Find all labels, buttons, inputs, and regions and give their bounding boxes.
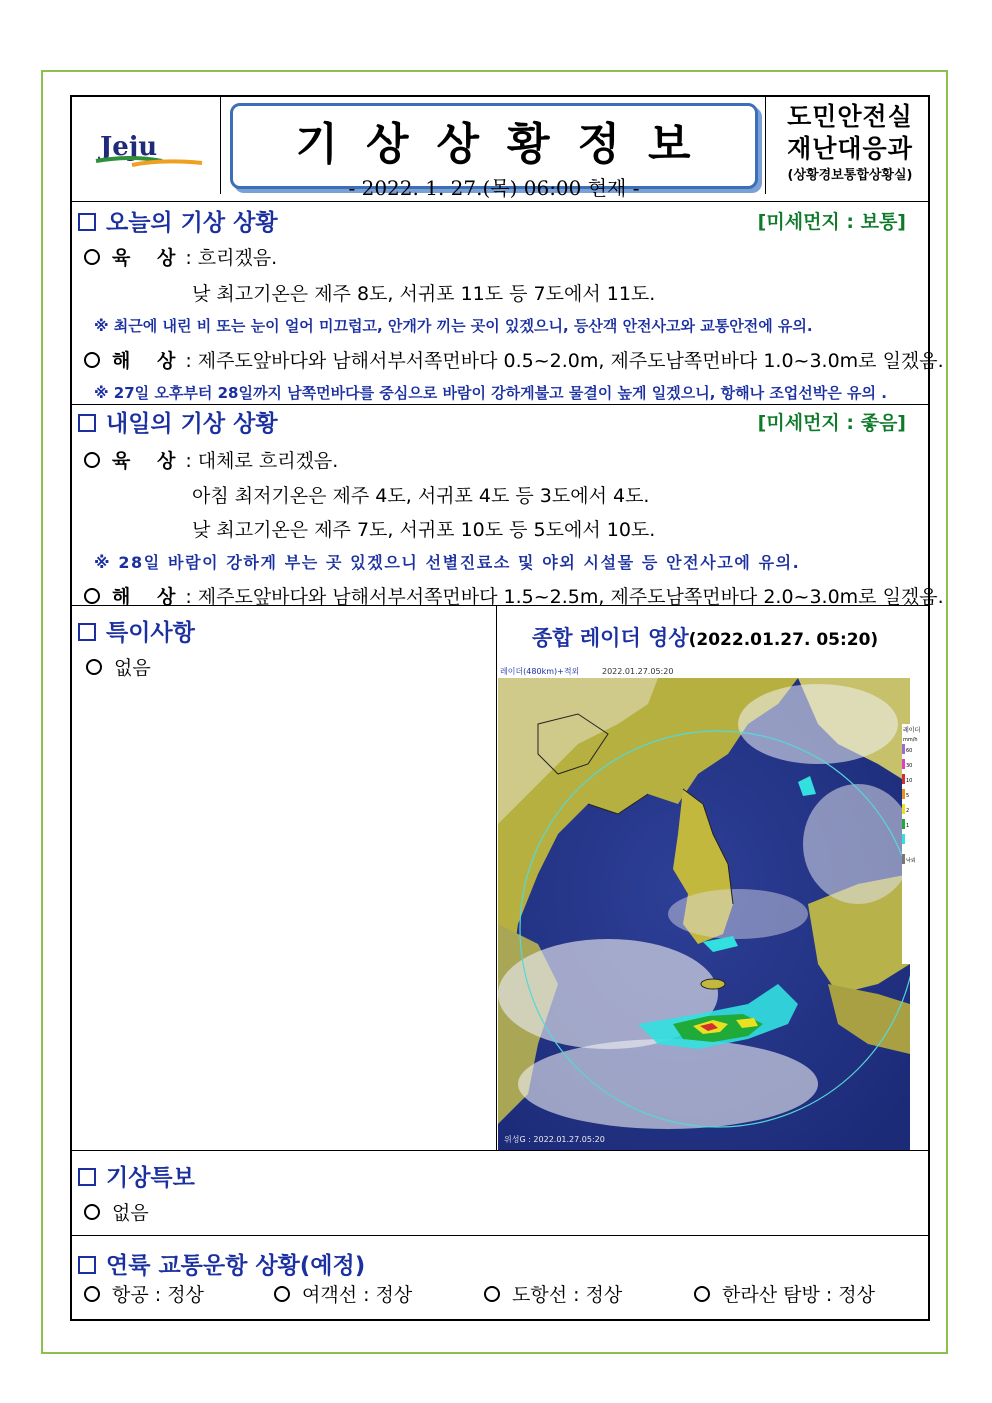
tomorrow-land-text2: 아침 최저기온은 제주 4도, 서귀포 4도 등 3도에서 4도. [192,485,650,507]
legend-value-2: 10 [906,778,913,784]
circle-bullet-icon [84,352,100,368]
traffic-item-air: 항공 : 정상 [84,1280,204,1307]
checkbox-square-icon [78,623,96,641]
checkbox-square-icon [78,213,96,231]
circle-bullet-icon [86,659,102,675]
circle-bullet-icon [84,1204,100,1220]
today-land-text2: 낮 최고기온은 제주 8도, 서귀포 11도 등 7도에서 11도. [192,283,656,305]
traffic-item-ferry: 여객선 : 정상 [274,1280,412,1307]
warning-heading: 기상특보 [78,1159,195,1192]
tomorrow-land-note: ※ 28일 바람이 강하게 부는 곳 있겠으니 선별진료소 및 야외 시설물 등 안전사고에 유의. [94,553,801,572]
radar-timestamp: (2022.01.27. 05:20) [688,630,879,650]
special-heading: 특이사항 [78,614,195,647]
tomorrow-land-text3: 낮 최고기온은 제주 7도, 서귀포 10도 등 5도에서 10도. [192,519,656,541]
tomorrow-bottom-line [72,605,928,606]
radar-title: 종합 레이더 영상(2022.01.27. 05:20) [532,626,879,650]
today-land-label: 육 상 [112,247,186,269]
bulletin-table [70,95,944,1321]
special-bottom-line [72,1150,928,1151]
radar-legend [902,724,920,964]
title-box [230,103,758,200]
traffic-heading: 연륙 교통운항 상황(예정) [78,1247,365,1280]
special-item: 없음 [86,653,151,680]
today-sea-text: : 제주도앞바다와 남해서부서쪽먼바다 0.5~2.0m, 제주도남쪽먼바다 1.0~3.0m로 일겠음. [185,350,944,372]
today-land-note: ※ 최근에 내린 비 또는 눈이 얼어 미끄럽고, 안개가 끼는 곳이 있겠으니, 등산객 안전사고와 교통안전에 유의. [94,317,813,335]
legend-value-3: 5 [906,793,910,799]
circle-bullet-icon [484,1286,500,1302]
today-land-text1: : 흐리겠음. [185,247,278,269]
header-divider-2 [765,97,766,194]
radar-img-time: 2022.01.27.05:20 [602,667,674,676]
today-sea-note: ※ 27일 오후부터 28일까지 남쪽먼바다를 중심으로 바람이 강하게불고 물결이 높게 일겠으니, 항해나 조업선박은 유의 . [94,384,887,402]
circle-bullet-icon [84,452,100,468]
tomorrow-sea-text: : 제주도앞바다와 남해서부서쪽먼바다 1.5~2.5m, 제주도남쪽먼바다 2.0~3.0m로 일겠음. [185,586,944,608]
legend-value-0: 60 [906,748,913,754]
circle-bullet-icon [694,1286,710,1302]
header-divider-1 [220,97,221,194]
today-heading: 오늘의 기상 상황 [78,204,278,237]
legend-value-1: 30 [906,763,913,769]
traffic-item-island-ferry: 도항선 : 정상 [484,1280,622,1307]
dept-line2: 재난대응과 [787,134,913,163]
jeju-logo [92,125,207,177]
tomorrow-land-label: 육 상 [112,450,186,472]
tomorrow-dust: [미세먼지 : 좋음] [757,412,906,434]
page-title: 기상상황정보 [295,119,719,170]
dept-line1: 도민안전실 [787,102,913,131]
warning-item: 없음 [84,1198,149,1225]
warning-bottom-line [72,1235,928,1236]
circle-bullet-icon [84,249,100,265]
special-radar-divider [496,605,497,1150]
tomorrow-heading: 내일의 기상 상황 [78,405,278,438]
legend-value-4: 2 [906,808,910,814]
today-sea-line [84,346,944,373]
traffic-item-hallasan: 한라산 탐방 : 정상 [694,1280,875,1307]
radar-img-footer: 위성G : 2022.01.27.05:20 [504,1135,605,1144]
radar-image [498,664,921,1150]
tomorrow-sea-label: 해 상 [112,586,186,608]
legend-unit: mm/h [903,737,918,743]
department [772,101,928,187]
checkbox-square-icon [78,414,96,432]
tomorrow-land-line [84,446,338,473]
tomorrow-land-text1: : 대체로 흐리겠음. [185,450,339,472]
checkbox-square-icon [78,1168,96,1186]
circle-bullet-icon [84,1286,100,1302]
header-bottom-line-1 [72,201,928,202]
legend-title: 레이더 [903,727,921,734]
today-land-line [84,243,277,270]
legend-extra: 낙뢰 [906,858,916,864]
checkbox-square-icon [78,1256,96,1274]
dept-line3: (상황경보통합상황실) [787,168,913,183]
circle-bullet-icon [84,588,100,604]
today-sea-label: 해 상 [112,350,186,372]
today-dust: [미세먼지 : 보통] [757,211,906,233]
circle-bullet-icon [274,1286,290,1302]
radar-img-label: 레이더(480km)+적외 [500,667,580,676]
legend-value-5: 1 [906,823,910,829]
page-date: - 2022. 1. 27.(목) 06:00 현재 - [348,176,640,200]
logo-text: Jeju [100,132,158,162]
